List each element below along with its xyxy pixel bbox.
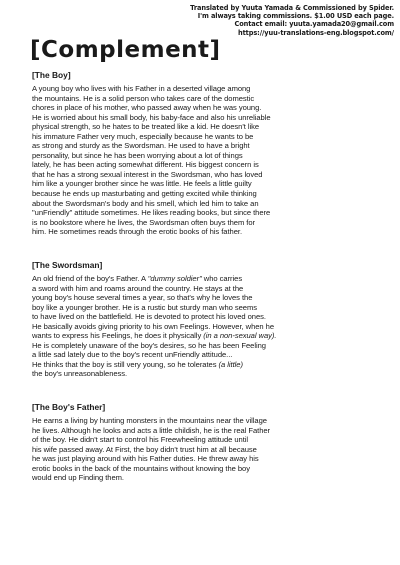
section-the-boy — [32, 70, 382, 237]
text-line: erotic books in the back of the mountains without knowing the boy — [32, 463, 250, 473]
italic-text: "dummy soldier" — [147, 274, 202, 283]
text-line: to have lived on the battlefield. He is devoted to protect his loved ones. — [32, 312, 266, 322]
text-line: He is completely unaware of the boy's desires, so he has been Feeling — [32, 340, 266, 350]
text-line: physical strength, so he hates to be treated like a kid. He doesn't like — [32, 122, 260, 132]
text-line: he lives. Although he looks and acts a little childish, he is the real Father — [32, 425, 271, 435]
text-line: a sword with him and roams around the country. He stays at the — [32, 283, 244, 293]
text-line: chores in place of his mother, who passed away when he was young. — [32, 103, 262, 113]
text-line: boy like a younger brother. He is a rustic but sturdy man who seems — [32, 302, 257, 312]
section-heading: [The Swordsman] — [32, 260, 103, 270]
text-line: as strong and sturdy as the Swordsman. He used to have a bright — [32, 141, 250, 151]
text-line: A young boy who lives with his Father in a deserted village among — [32, 84, 251, 93]
text-line — [32, 331, 382, 341]
text-run: who carries — [201, 274, 243, 283]
text-line: lately, he has been acting somewhat different. His biggest concern is — [32, 160, 259, 170]
credit-line: I'm always taking commissions. $1.00 USD each page. — [197, 12, 394, 21]
text-line — [32, 360, 382, 370]
text-run: An old friend of the boy's Father. A — [32, 274, 148, 283]
text-line: because he ends up masturbating and getting excited while thinking — [32, 189, 257, 199]
section-body — [32, 84, 382, 237]
text-line: is no bookstore where he lives, the Swordsman often buys them for — [32, 217, 255, 227]
text-run: He thinks that the boy is still very young, so he tolerates — [32, 359, 219, 369]
section-body — [32, 416, 382, 483]
translator-credits — [94, 4, 394, 37]
text-line: "unFriendly" attitude sometimes. He likes reading books, but since there — [32, 208, 271, 218]
text-line: young boy's house several times a year, so that's why he loves the — [32, 293, 253, 303]
text-line: He is worried about his small body, his baby-face and also his unreliable — [32, 112, 271, 122]
text-line: him like a younger brother since he was little. He feels a little guilty — [32, 179, 252, 189]
text-line: would end up Finding them. — [32, 473, 124, 483]
text-line: of the boy. He didn't start to control his Freewheeling attitude until — [32, 435, 249, 445]
text-line: that he has a strong sexual interest in the Swordsman, who has loved — [32, 169, 263, 179]
credit-line: Contact email: yuuta.yamada20@gmail.com — [234, 20, 394, 29]
text-line: about the Swordsman's body and his smell, which led him to take an — [32, 198, 259, 208]
text-line: the boy's unreasonableness. — [32, 369, 128, 379]
text-line: his wife passed away. At First, the boy didn't trust him at all because — [32, 444, 257, 454]
text-line: him. He sometimes reads through the erotic books of his father. — [32, 227, 243, 237]
text-line: the mountains. He is a solid person who takes care of the domestic — [32, 93, 255, 103]
text-line: He basically avoids giving priority to his own Feelings. However, when he — [32, 321, 275, 331]
text-run: wants to express his Feelings, he does it physically — [32, 331, 204, 341]
text-line: personality, but since he has been worrying about a lot of things — [32, 150, 243, 160]
text-line: his immature Father very much, especially because he wants to be — [32, 131, 254, 141]
italic-text: (in a non-sexual way). — [203, 331, 277, 341]
text-line: he was just playing around with his Father duties. He threw away his — [32, 454, 259, 464]
section-the-boys-father — [32, 402, 382, 483]
section-heading: [The Boy] — [32, 70, 71, 80]
credit-line: https://yuu-translations-eng.blogspot.com/ — [238, 28, 394, 37]
italic-text: (a little) — [218, 359, 243, 369]
section-body — [32, 274, 382, 379]
section-the-swordsman — [32, 260, 382, 379]
text-line — [32, 274, 382, 284]
text-line: a little sad lately due to the boy's recent unFriendly attitude... — [32, 350, 233, 360]
page-title: [Complement] — [30, 37, 221, 63]
text-line: He earns a living by hunting monsters in the mountains near the village — [32, 416, 267, 425]
credit-line: Translated by Yuuta Yamada & Commissioned by Spider. — [190, 4, 394, 12]
section-heading: [The Boy's Father] — [32, 402, 106, 412]
